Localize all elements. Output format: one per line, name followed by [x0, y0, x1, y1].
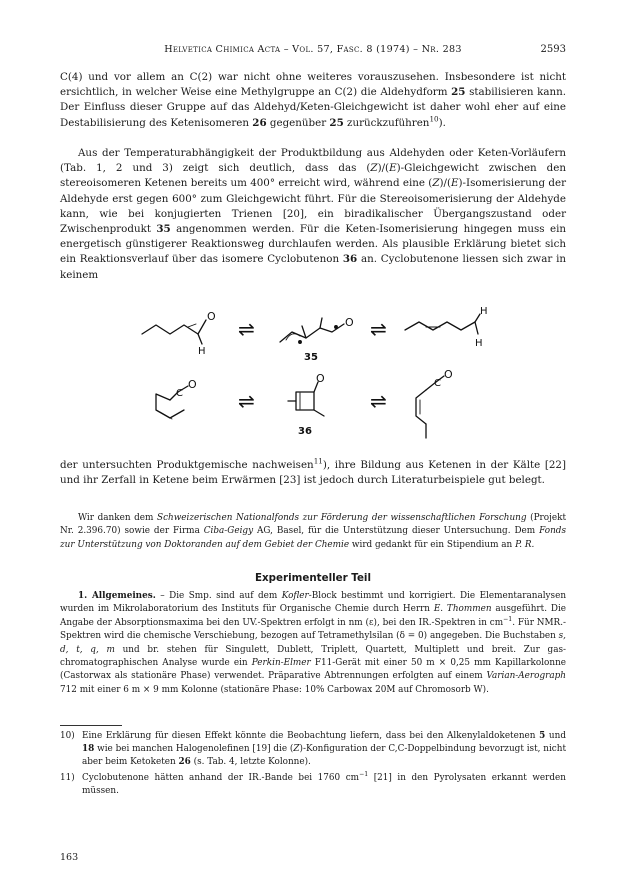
isomeric-dienal-structure [405, 314, 480, 334]
journal-running-title: Helvetica Chimica Acta – Vol. 57, Fasc. 8 (1974) – Nr. 283 [164, 44, 462, 55]
oxygen-label: O [345, 316, 354, 329]
carbon-label: C [176, 388, 183, 399]
biradical-35-structure [280, 318, 344, 343]
z-ketene-structure [156, 386, 188, 419]
footnote-mark: 11) [60, 773, 75, 783]
equilibrium-arrow: ⇌ [370, 389, 387, 413]
dienal-structure [142, 320, 206, 344]
paragraph-3: der untersuchten Produktgemische nachweisen$^{11}$), ihre Bildung aus Ketenen in der Kälte [22] und ihr Zerfall in Ketene beim Erwärmen [23] ist jedoch durch Literaturbeispiele gut belegt. [60, 456, 566, 487]
running-header [60, 44, 566, 60]
oxygen-label: O [444, 368, 453, 381]
equilibrium-arrow: ⇌ [238, 317, 255, 341]
experimental-paragraph: 1. Allgemeines. – Die Smp. sind auf dem Kofler-Block bestimmt und korrigiert. Die Elementaranalysen wurden im Mikrolaboratorium des Instituts für Organische Chemie durch Herrn E. Thommen ausgeführt. Die Angabe der Absorptionsmaxima bei den UV.-Spektren erfolgt in nm (ε), bei den IR.-Spektren in $cm^{-1}$. Für NMR.-Spektren wird die chemische Verschiebung, bezogen auf Tetramethylsilan (δ = 0) angegeben. Die Buchstaben s, d, t, q, m und br. stehen für Singulett, Dublett, Triplett, Quartett, Multiplett und breit. Zur gas-chromatographischen Analyse wurde ein Perkin-Elmer F11-Gerät mit einer 50 m × 0,25 mm Kapillarkolonne (Castorwax als stationäre Phase) verwendet. Präparative Abtrennungen erfolgten auf einem Varian-Aerograph 712 mit einer 6 m × 9 mm Kolonne (stationäre Phase: 10% Carbowax 20M auf Chromosorb W). [60, 591, 567, 695]
cyclobutenone-36-structure [288, 382, 324, 416]
compound-number-35: 35 [304, 352, 318, 363]
hydrogen-label: H [198, 346, 206, 357]
hydrogen-label: H [475, 338, 483, 349]
folio-number: 163 [60, 852, 79, 863]
footnote-mark: 10) [60, 731, 75, 741]
oxygen-label: O [207, 310, 216, 323]
footnote-rule [60, 725, 122, 726]
footnote-text: Cyclobutenone hätten anhand der IR.-Bande bei 1760 $cm^{-1}$ [21] in den Pyrolysaten erkannt werden müssen. [82, 771, 566, 797]
equilibrium-arrow: ⇌ [370, 317, 387, 341]
footnote-10 [60, 730, 566, 770]
footnote-11 [60, 772, 566, 798]
paragraph-1: C(4) und vor allem an C(2) war nicht ohne weiteres vorauszusehen. Insbesondere ist nicht ersichtlich, in welcher Weise eine Methylgruppe an C(2) die Aldehydform 25 stabilisieren kann. Der Einfluss dieser Gruppe auf das Aldehyd/Keten-Gleichgewicht ist daher wohl eher auf eine Destabilisierung des Ketenisomeren 26 gegenüber 25 zurückzuführen$^{10}$). [60, 71, 566, 129]
section-heading: Experimenteller Teil [255, 572, 371, 584]
page-number: 2593 [540, 44, 566, 55]
carbon-label: C [434, 378, 441, 389]
footnote-text: Eine Erklärung für diesen Effekt könnte die Beobachtung liefern, dass bei den Alkenylaldoketenen 5 und 18 wie bei manchen Halogenolefinen [19] die (Z)-Konfiguration der C,C-Doppelbindung bevorzugt ist, nicht aber beim Ketoketen 26 (s. Tab. 4, letzte Kolonne). [82, 731, 566, 768]
compound-number-36: 36 [298, 426, 312, 437]
paragraph-2: Aus der Temperaturabhängigkeit der Produktbildung aus Aldehyden oder Keten-Vorläufern (Tab. 1, 2 und 3) zeigt sich deutlich, dass das (Z)/(E)-Gleichgewicht zwischen den stereoisomeren Ketenen bereits um 400° erreicht wird, während eine (Z)/(E)-Isomerisierung der Aldehyde erst gegen 600° zum Gleichgewicht führt. Für die Stereoisomerisierung der Aldehyde kann, wie bei konjugierten Trienen [20], ein biradikalischer Übergangszustand oder Zwischenprodukt 35 angenommen werden. Für die Keten-Isomerisierung hingegen muss ein energetisch günstigerer Reaktionsweg durchlaufen werden. Als plausible Erklärung bietet sich ein Reaktionsverlauf über das isomere Cyclobutenon 36 an. Cyclobutenone liessen sich zwar in keinem [60, 147, 567, 281]
oxygen-label: O [188, 378, 197, 391]
oxygen-label: O [316, 372, 325, 385]
hydrogen-label: H [480, 306, 488, 317]
acknowledgement: Wir danken dem Schweizerischen Nationalfonds zur Förderung der wissenschaftlichen Forschung (Projekt Nr. 2.396.70) sowie der Firma Ciba-Geigy AG, Basel, für die Unterstützung dieser Untersuchung. Dem Fonds zur Unterstützung von Doktoranden auf dem Gebiet der Chemie wird gedankt für ein Stipendium an P. R. [60, 513, 566, 550]
equilibrium-arrow: ⇌ [238, 389, 255, 413]
reaction-scheme [130, 300, 510, 450]
